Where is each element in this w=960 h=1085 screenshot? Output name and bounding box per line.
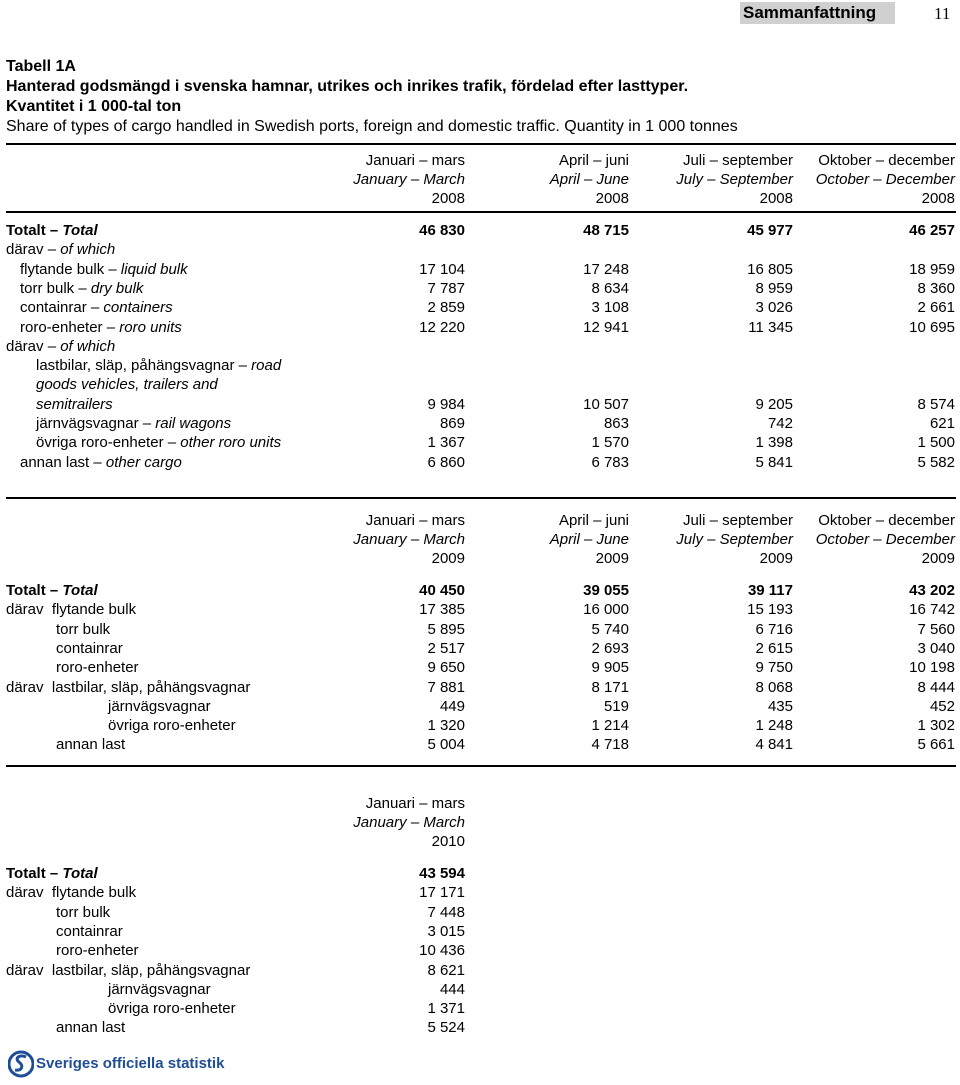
column-header-sv: April – juni — [558, 152, 629, 169]
row-label-en: roro units — [119, 318, 182, 336]
column-header-row — [0, 170, 960, 189]
row-label — [56, 620, 110, 639]
cell-value: 8 068 — [755, 678, 793, 696]
row-label — [56, 735, 125, 754]
row-label — [20, 453, 182, 472]
section-title: Sammanfattning — [740, 2, 895, 24]
rule-top-2010 — [6, 765, 956, 767]
table-row — [0, 1018, 960, 1037]
cell-value: 9 984 — [427, 395, 465, 413]
row-label-sv: därav lastbilar, släp, påhängsvagnar — [6, 961, 251, 979]
row-label-sv: övriga roro-enheter – — [36, 434, 181, 452]
row-label-sv: lastbilar, släp, påhängsvagnar – — [36, 357, 252, 375]
row-label — [56, 1018, 125, 1037]
cell-value: 40 450 — [419, 582, 465, 599]
row-label — [36, 395, 113, 414]
cell-value: 5 895 — [427, 620, 465, 638]
cell-value: 46 830 — [419, 222, 465, 239]
sos-logo — [8, 1049, 248, 1081]
cell-value: 3 015 — [427, 922, 465, 940]
cell-value: 8 959 — [755, 279, 793, 297]
row-label-sv: torr bulk – — [20, 279, 91, 297]
row-label — [6, 883, 136, 902]
row-label — [20, 298, 173, 317]
cell-value: 2 517 — [427, 639, 465, 657]
cell-value: 8 634 — [591, 279, 629, 297]
row-label — [108, 999, 236, 1018]
column-header-year: 2009 — [921, 550, 955, 567]
table-row — [0, 961, 960, 980]
row-label — [6, 600, 136, 619]
cell-value: 7 881 — [427, 678, 465, 696]
cell-value: 43 202 — [909, 582, 955, 599]
table-row — [0, 697, 960, 716]
table-row — [0, 356, 960, 375]
row-label-en: dry bulk — [90, 279, 144, 297]
table-row — [0, 999, 960, 1018]
row-label-en: semitrailers — [36, 395, 113, 413]
rule-head-2008 — [6, 211, 956, 213]
row-label — [108, 716, 236, 735]
row-label-sv: roro-enheter – — [20, 318, 120, 336]
cell-value: 1 320 — [427, 717, 465, 735]
table-row — [0, 922, 960, 941]
column-header-row — [0, 189, 960, 208]
row-label — [20, 318, 182, 337]
row-label-sv: torr bulk — [56, 620, 111, 638]
table-row — [0, 658, 960, 677]
row-label-sv: övriga roro-enheter — [108, 717, 236, 735]
table-row — [0, 735, 960, 754]
row-label — [20, 279, 143, 298]
table-row — [0, 883, 960, 902]
table-title-block — [6, 57, 738, 137]
row-label-sv: annan last – — [20, 453, 106, 471]
row-label — [6, 678, 250, 697]
column-header-en: April – June — [549, 531, 629, 548]
column-header-year: 2009 — [431, 550, 465, 567]
column-header-year: 2008 — [759, 190, 793, 207]
row-label-sv: därav – — [6, 241, 61, 259]
cell-value: 46 257 — [909, 222, 955, 239]
cell-value: 18 959 — [909, 260, 955, 278]
column-header-year: 2009 — [759, 550, 793, 567]
row-label — [36, 414, 231, 433]
column-header-row — [0, 511, 960, 530]
cell-value: 16 805 — [747, 260, 793, 278]
row-label-sv: containrar — [56, 639, 123, 657]
table-row — [0, 639, 960, 658]
row-label-sv: järnvägsvagnar — [108, 980, 211, 998]
cell-value: 5 661 — [917, 736, 955, 754]
table-row — [0, 716, 960, 735]
row-label-en: other cargo — [105, 453, 182, 471]
cell-value: 16 000 — [583, 601, 629, 619]
cell-value: 449 — [439, 697, 465, 715]
column-header-row — [0, 832, 960, 851]
cell-value: 519 — [603, 697, 629, 715]
table-title-sv: Hanterad godsmängd i svenska hamnar, utrikes och inrikes trafik, fördelad efter lasttyper. — [6, 78, 689, 95]
row-label-en: other roro units — [180, 434, 282, 452]
row-label-sv: därav flytande bulk — [6, 601, 137, 619]
column-header-sv: Januari – mars — [365, 512, 465, 529]
row-label — [56, 941, 139, 960]
column-header-year: 2008 — [431, 190, 465, 207]
rule-top-2008 — [6, 143, 956, 145]
cell-value: 12 941 — [583, 318, 629, 336]
cell-value: 48 715 — [583, 222, 629, 239]
table-row — [0, 600, 960, 619]
sos-logo-text: Sveriges officiella statistik — [36, 1055, 225, 1072]
table-row — [0, 620, 960, 639]
row-label-en: Total — [62, 222, 98, 239]
cell-value: 9 205 — [755, 395, 793, 413]
column-header-en: July – September — [676, 171, 793, 188]
row-label-sv: därav lastbilar, släp, påhängsvagnar — [6, 678, 251, 696]
cell-value: 11 345 — [748, 318, 793, 336]
column-header-year: 2008 — [595, 190, 629, 207]
column-header-year: 2008 — [921, 190, 955, 207]
table-row — [0, 581, 960, 600]
cell-value: 1 214 — [591, 717, 629, 735]
table-row — [0, 941, 960, 960]
row-label-en: road — [251, 357, 282, 375]
cell-value: 10 436 — [419, 942, 465, 960]
table-row — [0, 864, 960, 883]
row-label — [36, 433, 281, 452]
column-header-sv: Juli – september — [682, 152, 793, 169]
rule-top-2009 — [6, 497, 956, 499]
row-label-sv: roro-enheter — [56, 942, 139, 960]
table-number: Tabell 1A — [6, 58, 76, 75]
row-label — [6, 240, 115, 259]
cell-value: 1 500 — [917, 434, 955, 452]
column-header-en: October – December — [815, 531, 955, 548]
cell-value: 8 621 — [427, 961, 465, 979]
table-row — [0, 375, 960, 394]
row-label — [108, 697, 211, 716]
row-label-en: containers — [103, 299, 173, 317]
cell-value: 5 524 — [427, 1019, 465, 1037]
cell-value: 2 693 — [591, 639, 629, 657]
cell-value: 15 193 — [747, 601, 793, 619]
column-header-row — [0, 813, 960, 832]
table-row — [0, 678, 960, 697]
cell-value: 17 171 — [419, 884, 465, 902]
table-row — [0, 221, 960, 240]
cell-value: 3 026 — [755, 299, 793, 317]
cell-value: 39 117 — [747, 582, 793, 599]
row-label-sv: containrar — [56, 922, 123, 940]
row-label — [6, 581, 98, 600]
column-header-sv: Januari – mars — [365, 795, 465, 812]
cell-value: 9 905 — [591, 659, 629, 677]
table-row — [0, 240, 960, 259]
cell-value: 10 507 — [583, 395, 629, 413]
row-label-sv: roro-enheter — [56, 659, 139, 677]
table-row — [0, 279, 960, 298]
cell-value: 43 594 — [419, 865, 465, 882]
cell-value: 8 171 — [591, 678, 629, 696]
column-header-sv: Oktober – december — [818, 512, 955, 529]
table-row — [0, 980, 960, 999]
row-label-en: Total — [62, 582, 98, 599]
cell-value: 742 — [767, 415, 793, 432]
row-label — [56, 922, 123, 941]
row-label — [6, 961, 250, 980]
cell-value: 8 444 — [917, 678, 955, 696]
column-header-sv: Juli – september — [682, 512, 793, 529]
sos-logo-icon — [8, 1049, 34, 1079]
cell-value: 4 718 — [591, 736, 629, 754]
cell-value: 452 — [929, 697, 955, 715]
column-header-row — [0, 530, 960, 549]
column-header-en: April – June — [549, 171, 629, 188]
row-label — [36, 375, 218, 394]
table-row — [0, 298, 960, 317]
table-unit-sv: Kvantitet i 1 000-tal ton — [6, 98, 182, 115]
cell-value: 621 — [929, 415, 955, 432]
cell-value: 7 560 — [917, 620, 955, 638]
row-label-sv: därav flytande bulk — [6, 884, 137, 902]
cell-value: 9 650 — [427, 659, 465, 677]
table-row — [0, 260, 960, 279]
cell-value: 7 787 — [427, 279, 465, 297]
cell-value: 5 004 — [427, 736, 465, 754]
cell-value: 10 695 — [909, 318, 955, 336]
page-header — [0, 0, 960, 34]
column-header-sv: April – juni — [558, 512, 629, 529]
cell-value: 6 860 — [427, 453, 465, 471]
cell-value: 17 385 — [419, 601, 465, 619]
cell-value: 7 448 — [427, 903, 465, 921]
cell-value: 863 — [603, 415, 629, 432]
row-label-sv: flytande bulk – — [20, 260, 121, 278]
cell-value: 1 398 — [755, 434, 793, 452]
cell-value: 444 — [439, 980, 465, 998]
cell-value: 8 574 — [917, 395, 955, 413]
row-label-en: Total — [62, 865, 98, 882]
page-number: 11 — [934, 4, 951, 23]
column-header-sv: Januari – mars — [365, 152, 465, 169]
row-label — [56, 639, 123, 658]
cell-value: 869 — [439, 415, 465, 432]
row-label-sv: Totalt – — [6, 865, 63, 882]
row-label-sv: övriga roro-enheter — [108, 1000, 236, 1018]
cell-value: 4 841 — [755, 736, 793, 754]
cell-value: 17 104 — [419, 260, 465, 278]
row-label-en: of which — [60, 241, 116, 259]
cell-value: 435 — [767, 697, 793, 715]
row-label-sv: containrar – — [20, 299, 104, 317]
row-label-sv: annan last — [56, 1019, 126, 1037]
column-header-en: January – March — [353, 531, 465, 548]
row-label-sv: annan last — [56, 736, 126, 754]
cell-value: 12 220 — [419, 318, 465, 336]
table-row — [0, 337, 960, 356]
row-label-en: rail wagons — [155, 415, 232, 432]
column-header-sv: Oktober – december — [818, 152, 955, 169]
table-row — [0, 414, 960, 433]
cell-value: 5 841 — [755, 453, 793, 471]
row-label-sv: torr bulk — [56, 903, 111, 921]
column-header-row — [0, 794, 960, 813]
table-row — [0, 903, 960, 922]
cell-value: 45 977 — [747, 222, 793, 239]
cell-value: 1 570 — [591, 434, 629, 452]
cell-value: 10 198 — [909, 659, 955, 677]
cell-value: 2 859 — [427, 299, 465, 317]
row-label-sv: järnvägsvagnar — [108, 697, 211, 715]
row-label-en: liquid bulk — [120, 260, 188, 278]
column-header-en: January – March — [353, 171, 465, 188]
cell-value: 1 302 — [917, 717, 955, 735]
row-label — [36, 356, 281, 375]
row-label-sv: Totalt – — [6, 222, 63, 239]
cell-value: 9 750 — [755, 659, 793, 677]
row-label — [108, 980, 211, 999]
row-label-en: goods vehicles, trailers and — [36, 376, 218, 394]
column-header-en: January – March — [353, 814, 465, 831]
table-title-en: Share of types of cargo handled in Swedish ports, foreign and domestic traffic. Quantity in 1 000 tonnes — [6, 118, 738, 135]
cell-value: 6 716 — [755, 620, 793, 638]
row-label — [6, 221, 98, 240]
column-header-row — [0, 151, 960, 170]
table-row — [0, 433, 960, 452]
row-label — [56, 658, 139, 677]
column-header-en: October – December — [815, 171, 955, 188]
row-label — [56, 903, 110, 922]
cell-value: 1 371 — [427, 1000, 465, 1018]
column-header-year: 2009 — [595, 550, 629, 567]
cell-value: 39 055 — [583, 582, 629, 599]
cell-value: 6 783 — [591, 453, 629, 471]
cell-value: 2 661 — [917, 299, 955, 317]
table-row — [0, 318, 960, 337]
cell-value: 16 742 — [909, 601, 955, 619]
cell-value: 5 740 — [591, 620, 629, 638]
cell-value: 8 360 — [917, 279, 955, 297]
row-label-en: of which — [60, 337, 116, 355]
cell-value: 2 615 — [755, 639, 793, 657]
table-row — [0, 453, 960, 472]
cell-value: 1 248 — [755, 717, 793, 735]
column-header-year: 2010 — [431, 833, 465, 850]
table-row — [0, 395, 960, 414]
cell-value: 3 040 — [917, 639, 955, 657]
row-label — [6, 864, 98, 883]
cell-value: 1 367 — [427, 434, 465, 452]
cell-value: 17 248 — [583, 260, 629, 278]
row-label-sv: därav – — [6, 337, 61, 355]
cell-value: 3 108 — [591, 299, 629, 317]
row-label — [6, 337, 115, 356]
row-label-sv: Totalt – — [6, 582, 63, 599]
column-header-en: July – September — [676, 531, 793, 548]
cell-value: 5 582 — [917, 453, 955, 471]
row-label — [20, 260, 188, 279]
column-header-row — [0, 549, 960, 568]
row-label-sv: järnvägsvagnar – — [36, 415, 156, 432]
